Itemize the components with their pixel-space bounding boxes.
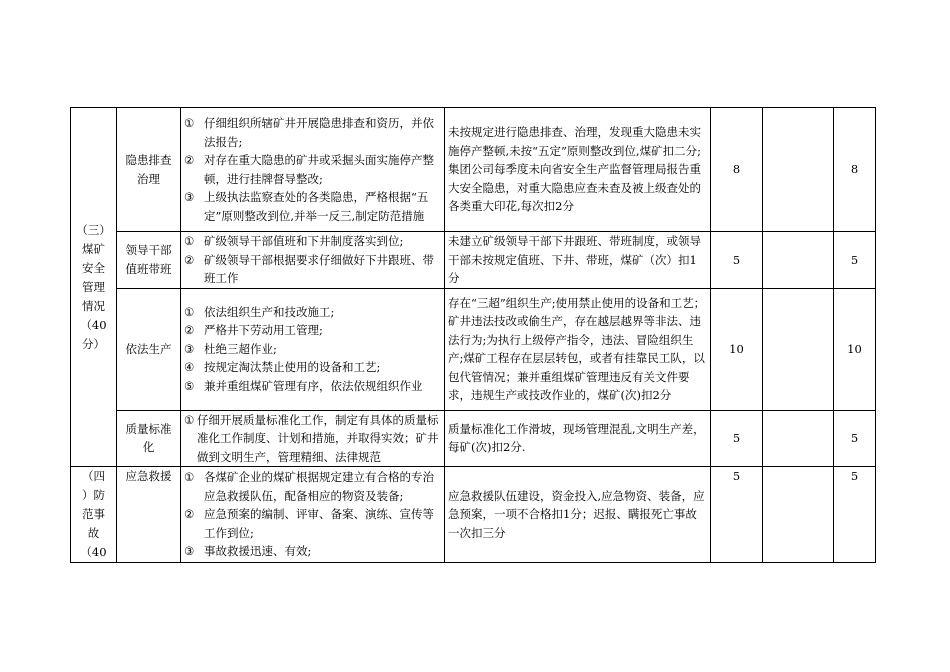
deduction-rule-cell: 质量标准化工作滑坡，现场管理混乱,文明生产差，每矿(次)扣2分.: [445, 410, 711, 467]
actual-score-cell: 5: [834, 410, 876, 467]
score-cell: 5: [711, 232, 763, 289]
requirement-item: ① 仔细开展质量标准化工作，制定有具体的质量标准化工作制度、计划和措施，并取得实效；矿井做到文明生产，管理精细、法律规范: [184, 412, 439, 464]
requirement-item: ③ 杜绝三超作业;: [184, 341, 277, 356]
deduct-cell: [763, 288, 834, 410]
actual-score-cell: 5: [834, 232, 876, 289]
requirement-item: ① 依法组织生产和技改施工;: [184, 304, 335, 319]
requirement-item: ③ 上级执法监察查处的各类隐患，严格根据“五定”原则整改到位,并举一反三,制定防范措施: [184, 190, 429, 223]
actual-score-cell: 5: [834, 467, 876, 563]
requirement-item: ② 严格井下劳动用工管理;: [184, 323, 323, 338]
deduction-rule-cell: 应急救援队伍建设，资金投入,应急物资、装备，应急预案，一项不合格扣1分；迟报、瞒报死亡事故一次扣三分: [445, 467, 711, 563]
score-cell: 5: [711, 410, 763, 467]
requirement-item: ④ 按规定淘汰禁止使用的设备和工艺;: [184, 360, 381, 375]
requirement-item: ② 对存在重大隐患的矿井或采掘头面实施停产整顿，进行挂牌督导整改;: [184, 153, 434, 186]
requirement-item: ② 应急预案的编制、评审、备案、演练、宣传等工作到位;: [184, 507, 434, 540]
deduction-rule-cell: 存在“三超”组织生产;使用禁止使用的设备和工艺；矿井违法技改或偷生产，存在越层越界等非法、违法行为;为执行上级停产指令，违法、冒险组织生产;煤矿工程存在层层转包，或者有挂靠民工队，以包代管情况；兼并重组煤矿管理违反有关文件要求，违规生产或技改作业的，煤矿(次)扣2分: [445, 288, 711, 410]
actual-score-cell: 8: [834, 108, 876, 232]
deduction-rule-cell: 未建立矿级领导干部下井跟班、带班制度，或领导干部未按规定值班、下井、带班，煤矿（次）扣1分: [445, 232, 711, 289]
requirement-item: ⑤ 兼并重组煤矿管理有序，依法依规组织作业: [184, 378, 423, 393]
table-row: [71, 288, 876, 410]
requirements-cell: [181, 108, 445, 232]
deduct-cell: [763, 410, 834, 467]
score-cell: 8: [711, 108, 763, 232]
actual-score-cell: 10: [834, 288, 876, 410]
deduct-cell: [763, 232, 834, 289]
requirement-item: ③ 事故救援迅速、有效;: [184, 544, 312, 559]
item-name-cell: 应急救援: [117, 467, 181, 563]
table-row: [71, 410, 876, 467]
deduct-cell: [763, 108, 834, 232]
requirements-cell: [181, 467, 445, 563]
requirement-item: ① 矿级领导干部值班和下井制度落实到位;: [184, 234, 404, 248]
item-name-cell: 依法生产: [117, 288, 181, 410]
assessment-table: [70, 107, 876, 563]
item-name-cell: 质量标准 化: [117, 410, 181, 467]
category-cell-4: （四 ）防 范事 故 （40: [71, 467, 117, 563]
category-cell-3: （三） 煤矿 安全 管理 情况 （40 分）: [71, 108, 117, 467]
deduct-cell: [763, 467, 834, 563]
requirement-item: ② 矿级领导干部根据要求仔细做好下井跟班、带班工作: [184, 252, 434, 285]
table-row: [71, 467, 876, 563]
requirement-item: ① 仔细组织所辖矿井开展隐患排查和资历，并依法报告;: [184, 116, 434, 149]
requirement-item: ① 各煤矿企业的煤矿根据规定建立有合格的专治应急救援队伍，配备相应的物资及装备;: [184, 470, 434, 503]
score-cell: 10: [711, 288, 763, 410]
table-row: [71, 108, 876, 232]
item-name-cell: 领导干部 值班带班: [117, 232, 181, 289]
item-name-cell: 隐患排查 治理: [117, 108, 181, 232]
requirements-cell: [181, 288, 445, 410]
table-row: [71, 232, 876, 289]
score-cell: 5: [711, 467, 763, 563]
requirements-cell: [181, 232, 445, 289]
requirements-cell: [181, 410, 445, 467]
deduction-rule-cell: 未按规定进行隐患排查、治理，发现重大隐患未实施停产整顿,未按“五定”原则整改到位,煤矿扣二分;集团公司每季度未向省安全生产监督管理局报告重大安全隐患，对重大隐患应查未查及被上级查处的各类重大印花,每次扣2分: [445, 108, 711, 232]
